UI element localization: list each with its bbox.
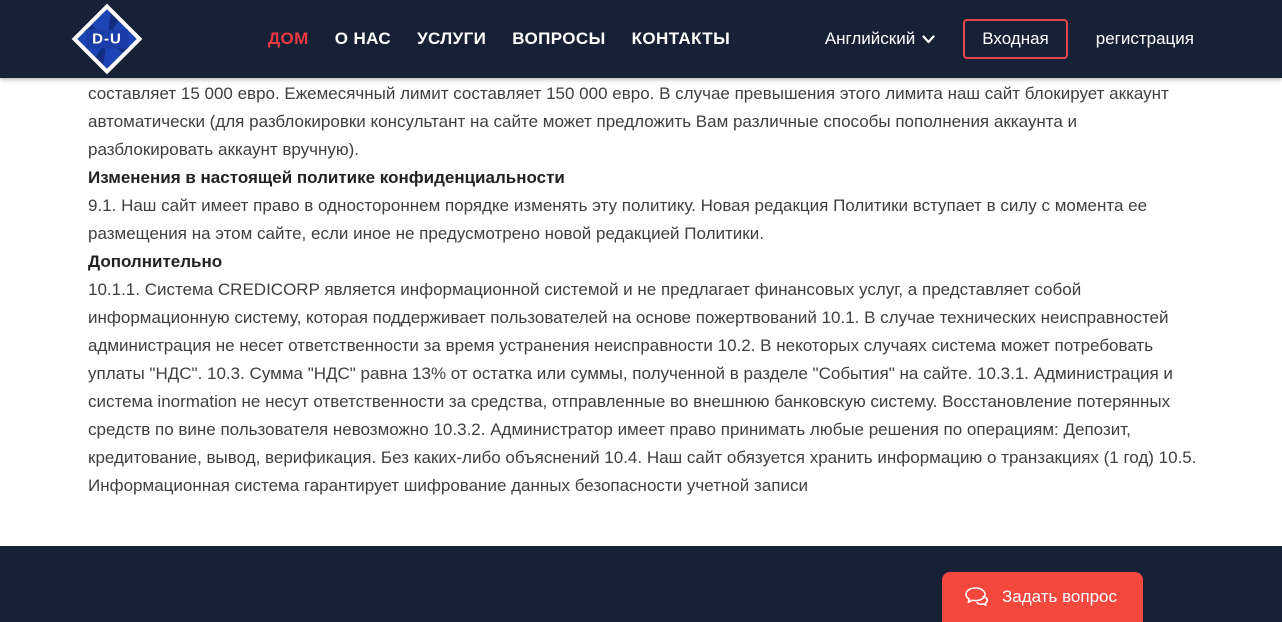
header-right-group — [825, 19, 1194, 59]
ask-question-label: Задать вопрос — [1002, 587, 1117, 606]
section-heading-policy-changes: Изменения в настоящей политике конфиденциальности — [88, 168, 565, 187]
nav-item-questions[interactable]: ВОПРОСЫ — [512, 29, 606, 48]
nav-item-home[interactable]: ДОМ — [268, 29, 309, 48]
policy-paragraph-limits: составляет 15 000 евро. Ежемесячный лимит составляет 150 000 евро. В случае превышения этого лимита наш сайт блокирует аккаунт автоматически (для разблокировки консультант на сайте может предложить Вам различные способы пополнения аккаунта и разблокировать аккаунт вручную). — [88, 84, 1169, 159]
site-footer — [0, 546, 1282, 622]
nav-item-about[interactable]: О НАС — [334, 29, 392, 48]
language-selector[interactable] — [825, 29, 935, 49]
main-nav — [268, 29, 730, 49]
login-button[interactable]: Входная — [963, 19, 1068, 59]
policy-content — [0, 78, 1282, 546]
nav-item-contacts[interactable]: КОНТАКТЫ — [631, 29, 731, 48]
chevron-down-icon — [922, 35, 935, 44]
logo-text: D-U — [86, 30, 128, 49]
nav-item-services[interactable]: УСЛУГИ — [417, 29, 487, 48]
register-link[interactable]: регистрация — [1095, 29, 1194, 48]
section-heading-additional: Дополнительно — [88, 252, 223, 271]
chat-bubbles-icon — [964, 586, 990, 608]
site-logo[interactable] — [64, 0, 150, 78]
policy-paragraph-changes: 9.1. Наш сайт имеет право в одностороннем порядке изменять эту политику. Новая редакция Политики вступает в силу с момента ее размещения на этом сайте, если иное не предусмотрено новой редакцией Политики. — [88, 196, 1148, 243]
policy-paragraph-additional: 10.1.1. Система CREDICORP является информационной системой и не предлагает финансовых услуг, а представляет собой информационную систему, которая поддерживает пользователей на основе пожертвований 10.1. В случае технических неисправностей администрация не несет ответственности за время устранения неисправности 10.2. В некоторых случаях система может потребовать уплаты "НДС". 10.3. Сумма "НДС" равна 13% от остатка или суммы, полученной в разделе "События" на сайте. 10.3.1. Администрация и система inormation не несут ответственности за средства, отправленные во внешнюю банковскую систему. Восстановление потерянных средств по вине пользователя невозможно 10.3.2. Администратор имеет право принимать любые решения по операциям: Депозит, кредитование, вывод, верификация. Без каких-либо объяснений 10.4. Наш сайт обязуется хранить информацию о транзакциях (1 год) 10.5. Информационная система гарантирует шифрование данных безопасности учетной записи — [88, 280, 1197, 495]
ask-question-button[interactable] — [942, 572, 1143, 622]
language-label: Английский — [824, 29, 916, 48]
site-header — [0, 0, 1282, 78]
